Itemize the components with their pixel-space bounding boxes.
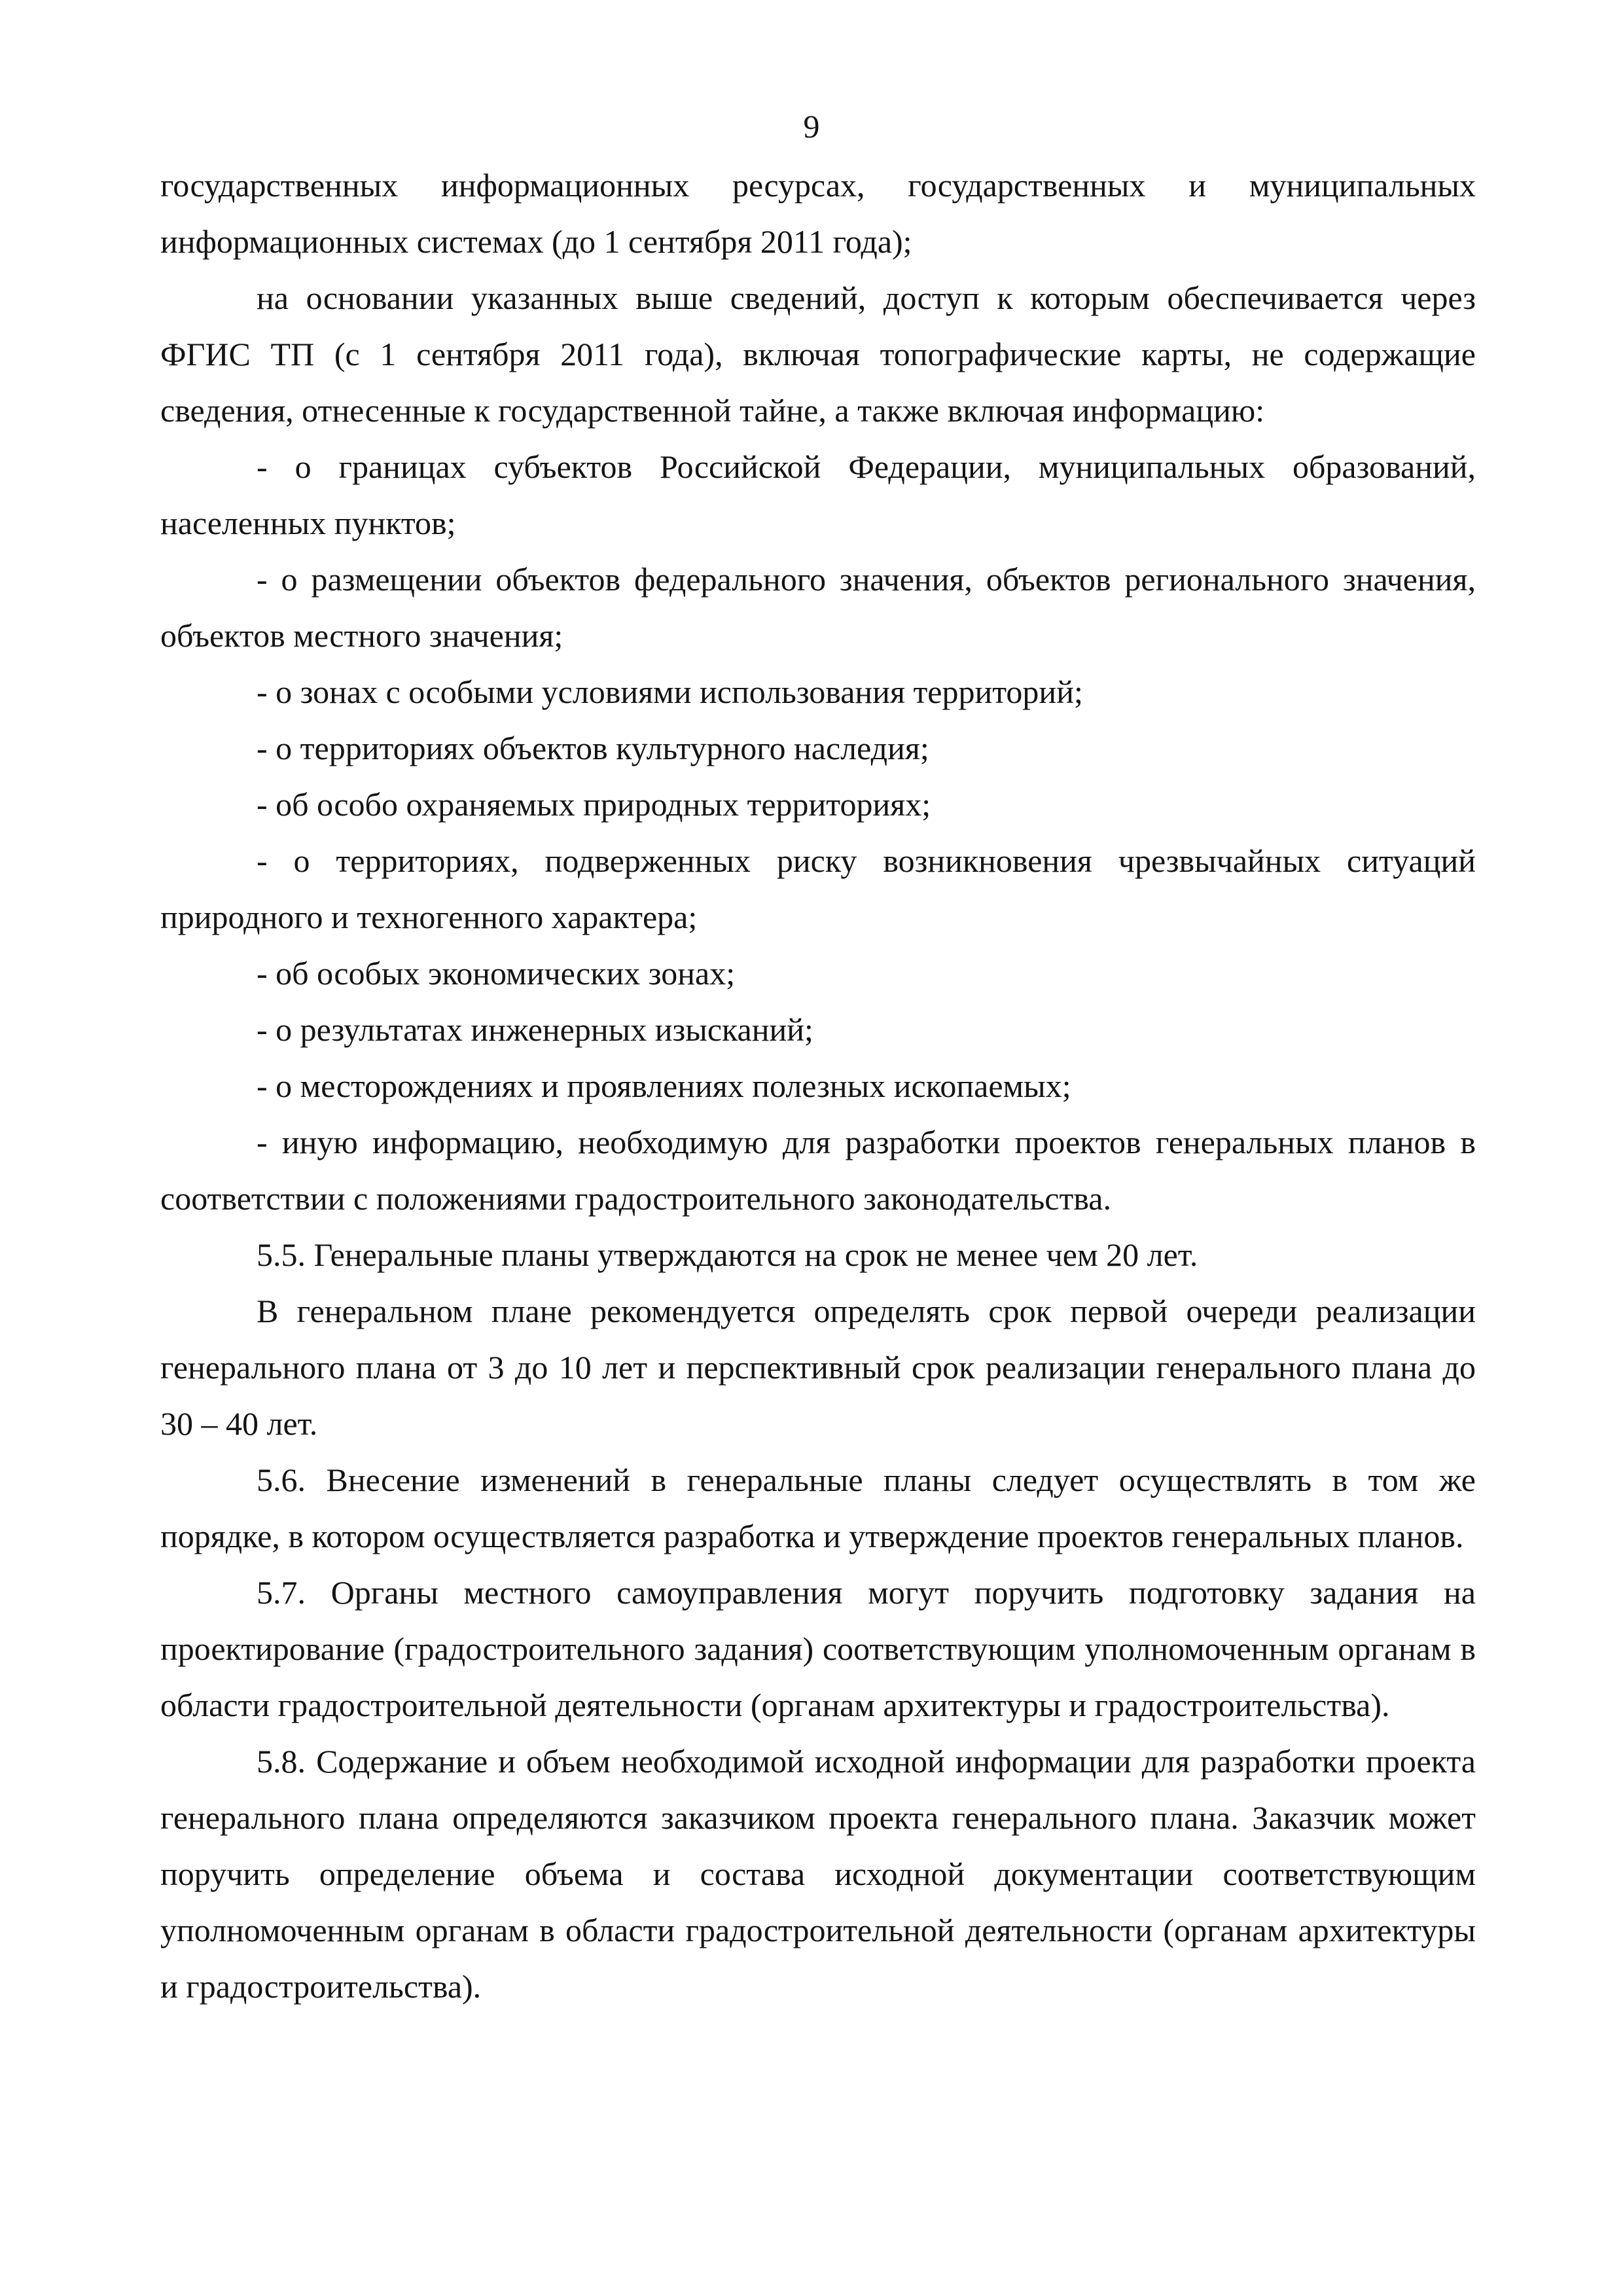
- list-item-boundaries: - о границах субъектов Российской Федерации, муниципальных образований, населенных пунктов;: [160, 448, 1476, 541]
- list-item-special-zones: - о зонах с особыми условиями использования территорий;: [257, 673, 1083, 710]
- clause-5-8: 5.8. Содержание и объем необходимой исходной информации для разработки проекта генерального плана определяются заказчиком проекта генерального плана. Заказчик может поручить определение объема и состава исходной документации соответствующим уполномоченным органам в области градостроительной деятельности (органам архитектуры и градостроительства).: [160, 1743, 1476, 2005]
- paragraph-sources-intro: на основании указанных выше сведений, доступ к которым обеспечивается через ФГИС ТП (с 1 сентября 2011 года), включая топографические карты, не содержащие сведения, отнесенные к государственной тайне, а также включая информацию:: [160, 279, 1476, 429]
- list-item-objects-placement: - о размещении объектов федерального значения, объектов регионального значения, объектов местного значения;: [160, 561, 1476, 654]
- list-item-economic-zones: - об особых экономических зонах;: [257, 955, 736, 992]
- page-number: 9: [803, 108, 820, 145]
- list-item-protected-areas: - об особо охраняемых природных территориях;: [257, 786, 931, 823]
- list-item-cultural-heritage: - о территориях объектов культурного наследия;: [257, 730, 929, 766]
- paragraph-plan-terms: В генеральном плане рекомендуется определять срок первой очереди реализации генерального плана от 3 до 10 лет и перспективный срок реализации генерального плана до 30 – 40 лет.: [160, 1293, 1476, 1442]
- list-item-engineering-surveys: - о результатах инженерных изысканий;: [257, 1011, 813, 1048]
- document-body: [160, 157, 1476, 2015]
- list-item-other-info: - иную информацию, необходимую для разработки проектов генеральных планов в соответствии с положениями градостроительного законодательства.: [160, 1124, 1476, 1217]
- clause-5-7: 5.7. Органы местного самоуправления могут поручить подготовку задания на проектирование (градостроительного задания) соответствующим уполномоченным органам в области градостроительной деятельности (органам архитектуры и градостроительства).: [160, 1574, 1476, 1723]
- list-item-mineral-deposits: - о месторождениях и проявлениях полезных ископаемых;: [257, 1067, 1071, 1104]
- clause-5-6: 5.6. Внесение изменений в генеральные планы следует осуществлять в том же порядке, в котором осуществляется разработка и утверждение проектов генеральных планов.: [160, 1462, 1476, 1554]
- clause-5-5: 5.5. Генеральные планы утверждаются на срок не менее чем 20 лет.: [257, 1236, 1198, 1273]
- paragraph-continuation: государственных информационных ресурсах, государственных и муниципальных информационных системах (до 1 сентября 2011 года);: [160, 167, 1476, 260]
- list-item-emergency-risk: - о территориях, подверженных риску возникновения чрезвычайных ситуаций природного и техногенного характера;: [160, 842, 1476, 935]
